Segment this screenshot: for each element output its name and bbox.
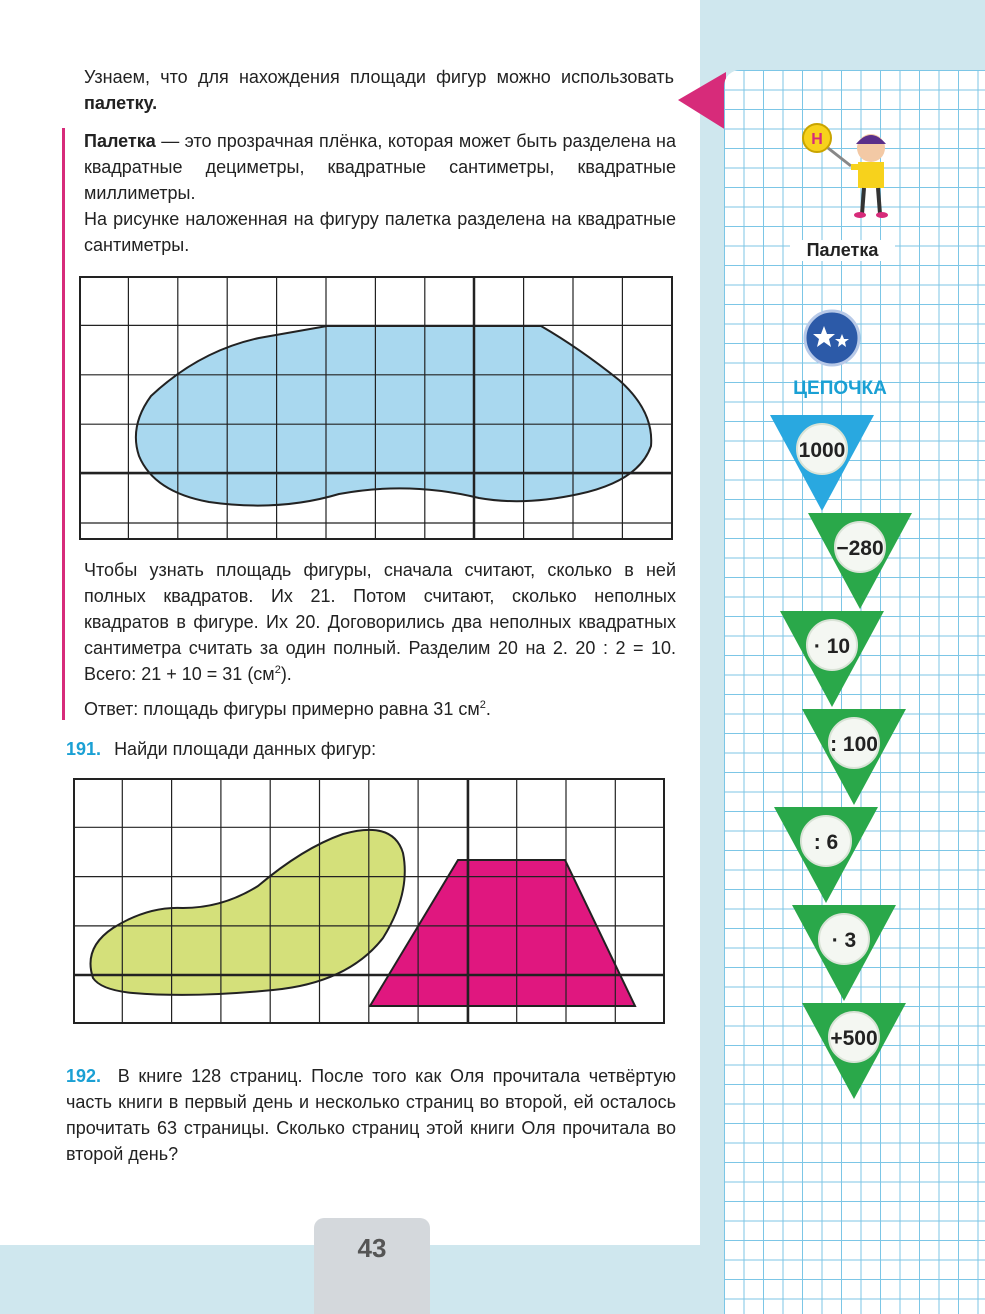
palette-grid-figure-1 bbox=[79, 276, 673, 540]
chain-exercise bbox=[760, 415, 920, 1115]
intro-paragraph bbox=[84, 64, 674, 116]
exercise-191-number: 191. bbox=[66, 739, 102, 759]
explanation-unit: (см bbox=[247, 664, 275, 684]
chain-step-label: : 100 bbox=[830, 733, 878, 756]
chain-step-label: : 6 bbox=[813, 831, 839, 854]
chain-step-label: +500 bbox=[830, 1027, 878, 1050]
definition-text2: На рисунке наложенная на фигуру палетка разделена на квадратные сантиметры. bbox=[84, 209, 676, 255]
answer-text: Ответ: площадь фигуры примерно равна 31 см bbox=[84, 699, 480, 719]
stars-badge-icon bbox=[802, 308, 862, 368]
explanation-text: Чтобы узнать площадь фигуры, сначала считают, сколько в ней полных квадратов. Их 21. Потом считают, сколько неполных квадратов в фигуре. Их 20. Договорились два неполных квадратных сантиметра считать за один полный. Разделим 20 на 2. 20 : 2 = 10. Всего: 21 + 10 = 31 bbox=[84, 560, 676, 684]
explanation-unit-end: ). bbox=[280, 664, 292, 684]
exercise-192-number: 192. bbox=[66, 1066, 102, 1086]
green-foot-figure bbox=[91, 830, 405, 995]
exercise-191-text: Найди площади данных фигур: bbox=[114, 739, 377, 759]
magenta-trapezoid-figure bbox=[370, 860, 635, 1006]
answer-sup: 2 bbox=[479, 699, 486, 711]
definition-bar bbox=[62, 128, 65, 720]
pointer-triangle-icon bbox=[678, 72, 728, 132]
chain-step-6 bbox=[802, 1003, 906, 1099]
definition-term: Палетка bbox=[84, 131, 156, 151]
definition-paragraph bbox=[84, 128, 676, 258]
exercise-192-text: В книге 128 страниц. После того как Оля прочитала четвёртую часть книги в первый день и несколько страниц во второй, ей осталось прочитать 63 страницы. Сколько страниц этой книги Оля прочитала во второй день? bbox=[66, 1066, 676, 1164]
chain-label: ЦЕПОЧКА bbox=[793, 378, 887, 399]
palette-label: Палетка bbox=[790, 240, 895, 261]
chain-step-5 bbox=[792, 905, 896, 1001]
boy-badge: Н bbox=[811, 131, 823, 148]
explanation-paragraph bbox=[84, 557, 676, 687]
chain-step-label: · 3 bbox=[831, 929, 857, 952]
answer-line bbox=[84, 696, 676, 722]
intro-line: Узнаем, что для нахождения площади фигур можно использовать bbox=[84, 67, 674, 87]
intro-term: палетку. bbox=[84, 93, 158, 113]
chain-step-1 bbox=[808, 513, 912, 609]
chain-step-label: −280 bbox=[836, 537, 884, 560]
chain-step-label: · 10 bbox=[813, 635, 851, 658]
chain-step-2 bbox=[780, 611, 884, 707]
blue-blob-figure bbox=[136, 326, 651, 506]
exercise-192 bbox=[66, 1063, 676, 1167]
exercise-191 bbox=[66, 736, 676, 762]
palette-grid-figure-2 bbox=[73, 778, 665, 1024]
explanation-unit-sup: 2 bbox=[274, 664, 281, 676]
answer-end: . bbox=[485, 699, 491, 719]
chain-step-3 bbox=[802, 709, 906, 805]
chain-step-label: 1000 bbox=[798, 439, 846, 462]
boy-with-magnifier-icon bbox=[796, 116, 896, 221]
definition-text: — это прозрачная плёнка, которая может быть разделена на квадратные дециметры, квадратные сантиметры, квадратные миллиметры. bbox=[84, 131, 676, 203]
chain-step-4 bbox=[774, 807, 878, 903]
page-number: 43 bbox=[314, 1218, 430, 1314]
chain-step-0 bbox=[770, 415, 874, 511]
